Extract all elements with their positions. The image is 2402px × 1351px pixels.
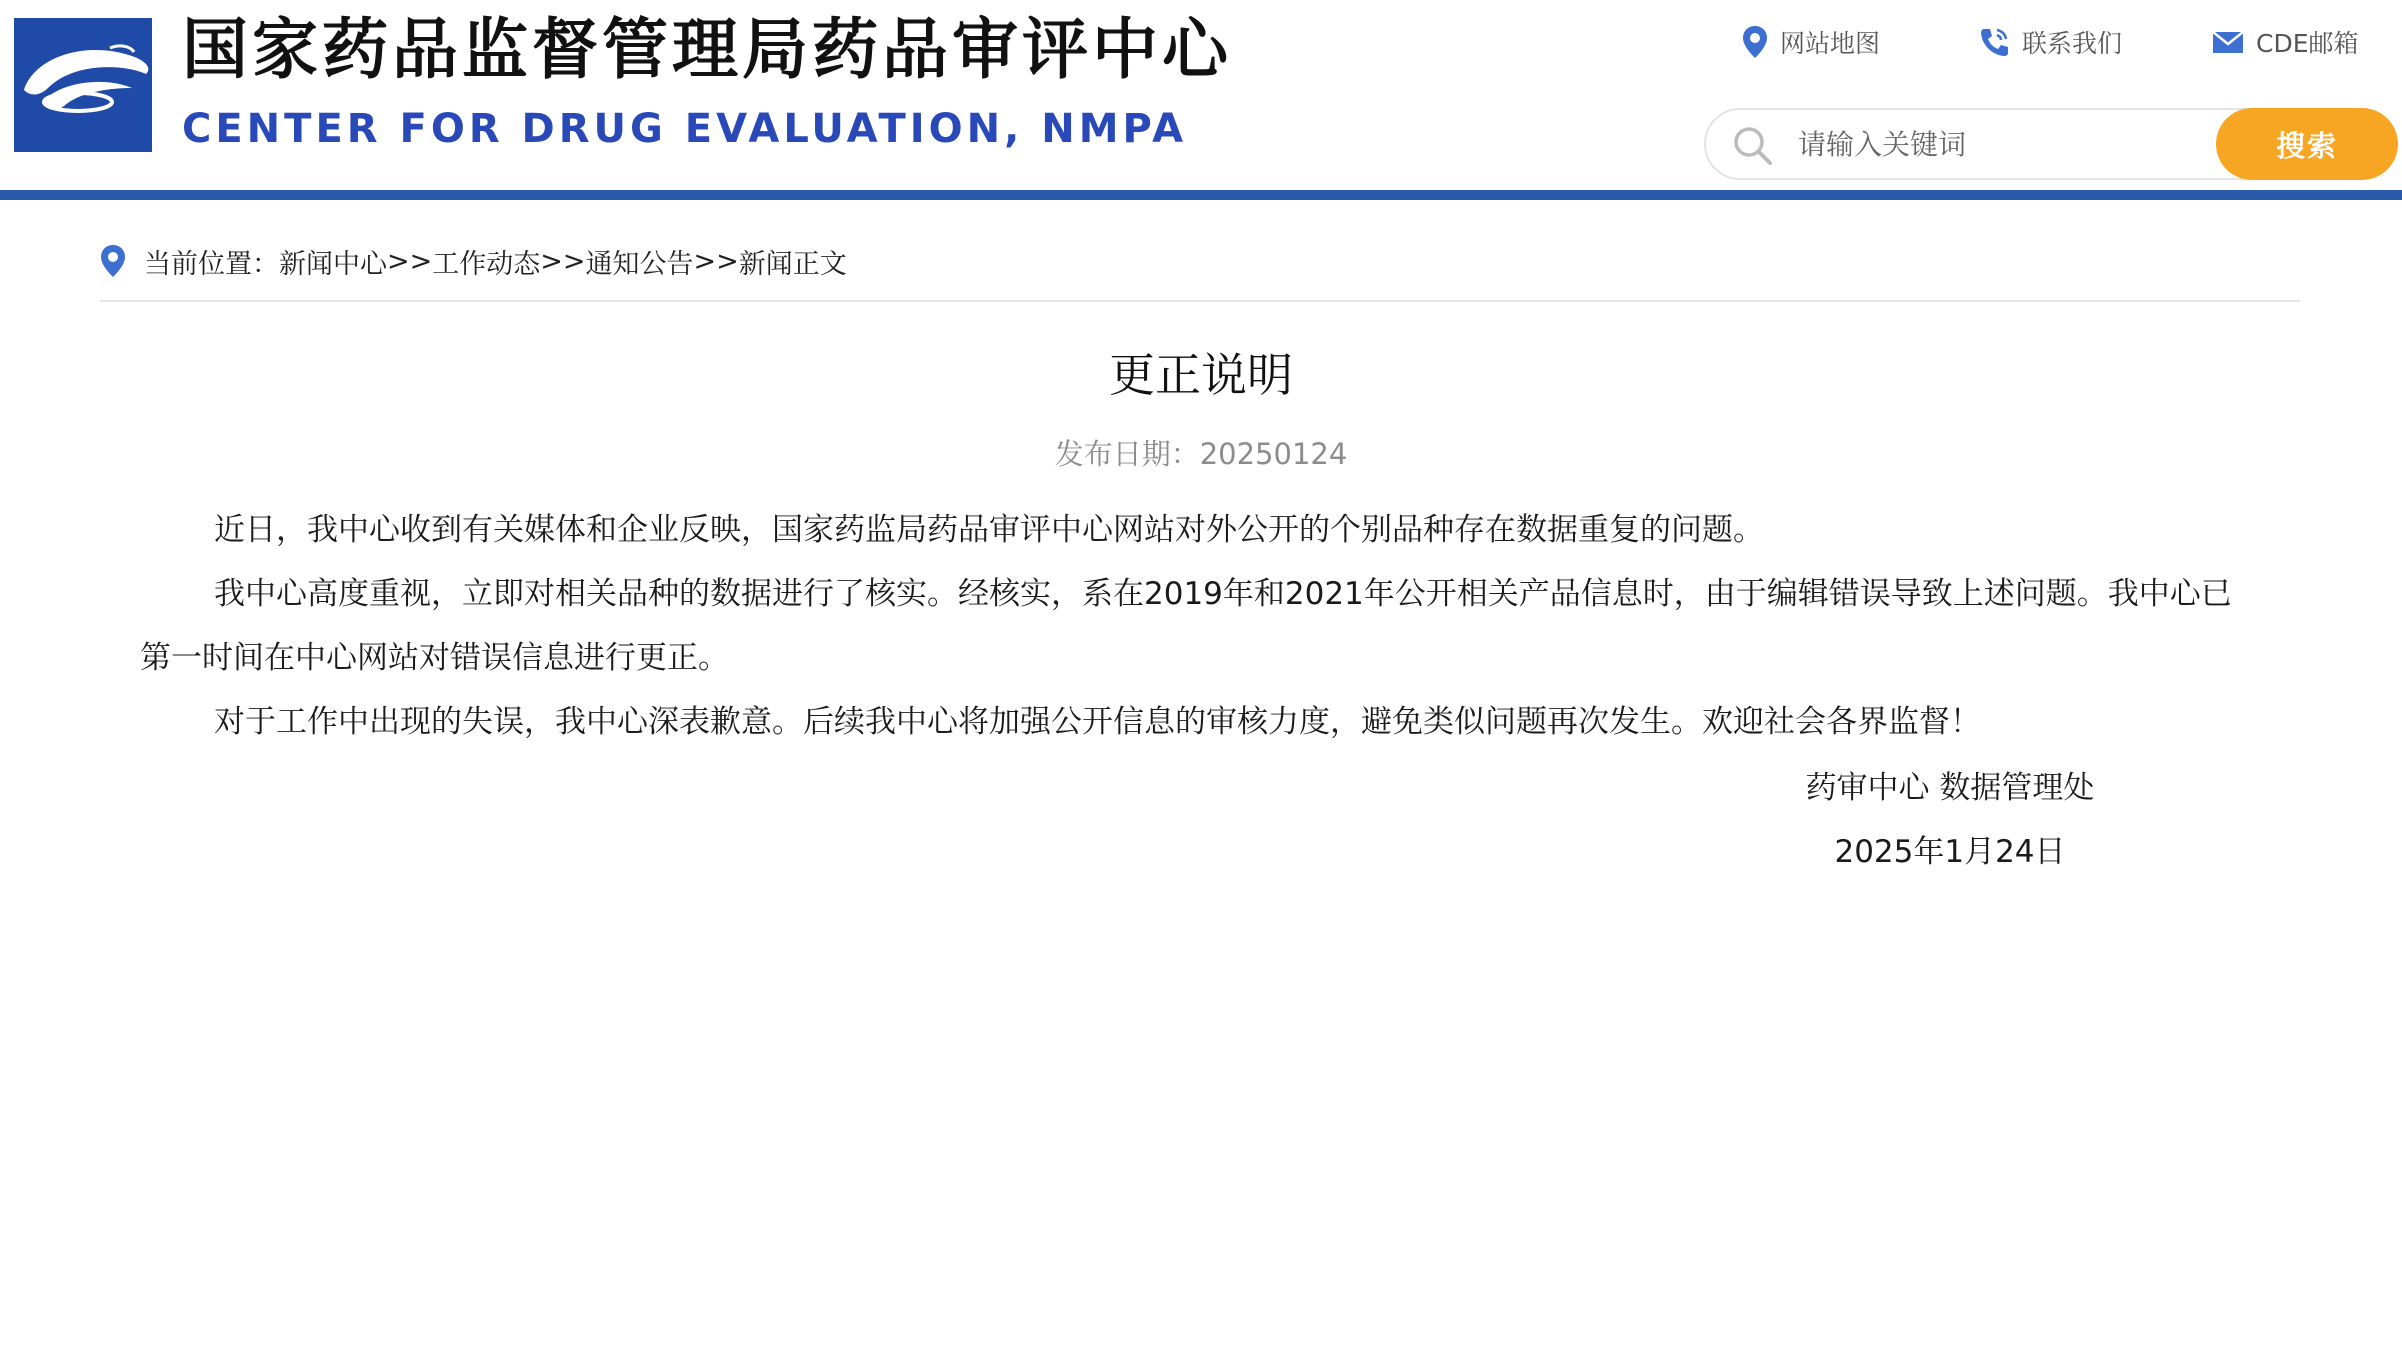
breadcrumb-news-center[interactable]: 新闻中心 <box>279 248 387 280</box>
site-header <box>0 0 2402 190</box>
cde-mail-link[interactable] <box>2212 20 2359 64</box>
breadcrumb-separator: >> <box>387 245 433 277</box>
article-paragraph: 对于工作中出现的失误，我中心深表歉意。后续我中心将加强公开信息的审核力度，避免类似问题再次发生。欢迎社会各界监督！ <box>214 704 1981 740</box>
search-icon <box>1732 125 1774 167</box>
breadcrumb-prefix: 当前位置： <box>144 248 279 280</box>
cde-mail-label: CDE邮箱 <box>2256 29 2359 58</box>
article-signature <box>1640 756 2260 884</box>
contact-us-link[interactable] <box>1978 20 2122 64</box>
breadcrumb-separator: >> <box>540 245 586 277</box>
breadcrumb-work-updates[interactable]: 工作动态 <box>432 248 541 280</box>
location-pin-icon <box>1742 25 1768 59</box>
phone-icon <box>1978 26 2010 58</box>
signature-date: 2025年1月24日 <box>1834 834 2066 870</box>
article-paragraph: 我中心高度重视，立即对相关品种的数据进行了核实。经核实，系在2019年和2021年公开相关产品信息时，由于编辑错误导致上述问题。我中心已第一时间在中心网站对错误信息进行更正。 <box>140 576 2232 676</box>
article-title: 更正说明 <box>1109 348 1293 402</box>
article-paragraph: 近日，我中心收到有关媒体和企业反映，国家药监局药品审评中心网站对外公开的个别品种存在数据重复的问题。 <box>214 512 1764 548</box>
location-pin-icon <box>100 244 126 278</box>
publish-date: 发布日期：20250124 <box>1054 437 1348 471</box>
article-body <box>140 498 2260 754</box>
mail-icon <box>2212 29 2244 55</box>
header-divider-bar <box>0 190 2402 200</box>
search-button[interactable]: 搜索 <box>2216 108 2398 180</box>
breadcrumb <box>100 236 847 286</box>
cde-logo[interactable] <box>14 18 152 152</box>
site-map-link[interactable] <box>1742 20 1880 64</box>
site-map-label: 网站地图 <box>1780 29 1881 58</box>
search-input[interactable] <box>1796 116 2196 172</box>
site-title-cn: 国家药品监督管理局药品审评中心 <box>182 11 1232 88</box>
breadcrumb-divider <box>100 300 2300 302</box>
site-title-en: CENTER FOR DRUG EVALUATION, NMPA <box>182 106 1188 152</box>
signature-department: 药审中心 数据管理处 <box>1805 770 2095 806</box>
contact-us-label: 联系我们 <box>2022 29 2123 58</box>
breadcrumb-separator: >> <box>693 245 739 277</box>
breadcrumb-notices[interactable]: 通知公告 <box>585 248 694 280</box>
breadcrumb-current: 新闻正文 <box>738 248 847 280</box>
search-bar <box>1704 108 2394 180</box>
